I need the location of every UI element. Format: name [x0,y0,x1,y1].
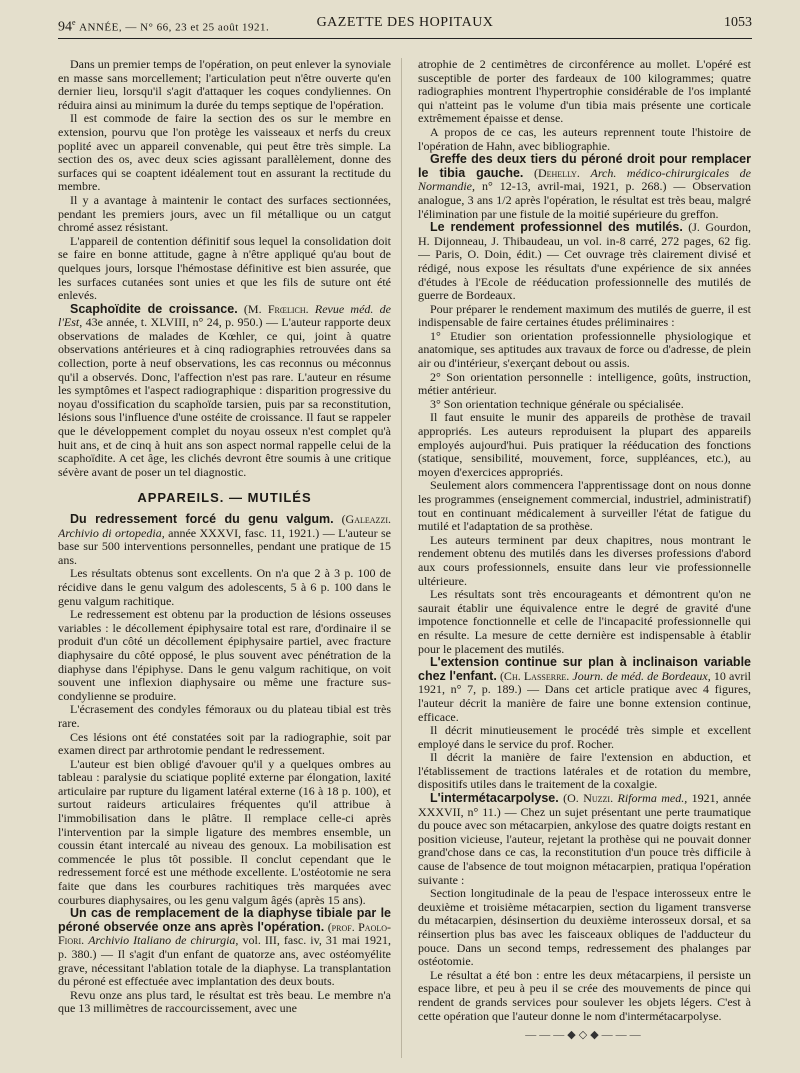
article-reference: 1921, année XXXVII, n° 11.) — [418,791,751,819]
article-extension-continue [418,656,751,724]
paragraph: Il décrit minutieusement le procédé très simple et excellent employé dans le service du prof. Rocher. [418,723,751,751]
column-divider [401,58,402,1058]
paragraph: atrophie de 2 centimètres de circonférence au mollet. L'opéré est susceptible de porter des fardeaux de 100 kilogrammes; quatre radiographies montrent l'hypertrophie considérable de l'os implanté qui n'atteint pas le volume d'un tibia mais présente une corticale extrêmement épaisse et dense. [418,58,751,126]
article-author: (Galeazzi. [341,512,391,526]
article-title: Un cas de remplacement de la diaphyse tibiale par le péroné observée onze ans après l'opération. [58,906,391,934]
article-body: Observation analogue, 3 ans 1/2 après l'opération, le résultat est très beau, malgré l'élimination par une fistule de la moitié supérieure du greffon. [418,179,751,221]
article-reference: n° 12-13, avril-mai, 1921, p. 268.) — [481,179,686,194]
paragraph: Section longitudinale de la peau de l'espace interosseux entre le deuxième et troisième métacarpien, section du ligament transverse du métacarpien, désinsertion du deuxième interosseux dorsal, et sa réinsertion plus bas avec les faisceaux obliques de l'adducteur du pouce. Dans un second temps, redressement des phalanges par ostéotomie. [418,886,751,969]
paragraph: Le redressement est obtenu par la production de lésions osseuses variables : le décollement épiphysaire total est rare, d'ordinaire il se produit d'un côté un décollement épiphysaire partiel, avec fracture diaphysaire du côté opposé, le plus souvent avec pénétration de la diaphyse dans l'épiphyse. Dans le genu valgum rachitique, on voit souvent une inflexion diaphysaire ou même une fracture sus-condylienne se produire. [58,607,391,703]
paragraph: Les résultats obtenus sont excellents. On n'a que 2 à 3 p. 100 de récidive dans le genu valgum des adolescents, 5 à 6 p. 100 dans le genu valgum rachitique. [58,566,391,608]
article-body: Chez un sujet présentant une perte traumatique du pouce avec son métacarpien, ankylose des quatre doigts restant en position vicieuse, l'auteur, rejetant la prothèse qui ne pouvait donner grand'chose dans ce cas, la reconstitution d'un pouce très difficile à cause de l'absence de tout moignon métacarpien, pratiqua l'opération suivante : [418,804,751,887]
article-journal: Arch. médico-chirurgicales de Normandie, [418,165,751,194]
article-author: (Ch. Lasserre. [499,668,570,683]
paragraph: Les résultats sont très encourageants et démontrent qu'on ne saurait établir une équivalence entre le degré de gravité d'une impotence fonctionnelle et celle de l'incapacité professionnelle qui en résulte. La mesure de cette dernière est indispensable à établir pour le placement des mutilés. [418,587,751,656]
article-reference: 43e année, t. XLVIII, n° 24, p. 950.) — [85,315,278,330]
paragraph: Il est commode de faire la section des os sur le membre en extension, pourvu que l'on protège les vaisseaux et nerfs du creux poplité avec un appareil convenable, qui peut être très simple. La section des os, avec deux scies agissant parallèlement, donne des surfaces qui se coaptent idéalement tout en assurant la rectitude du membre. [58,111,391,194]
paragraph: Il décrit la manière de faire l'extension en abduction, et l'établissement de tractions latérales et de rotation du membre, dispositifs utiles dans le traitement de la coxalgie. [418,750,751,792]
article-diaphyse-tibiale [58,907,391,989]
article-journal: Riforma med., [617,791,688,806]
paragraph: Le résultat a été bon : entre les deux métacarpiens, il persiste un espace libre, et peu à peu il se crée des mouvements de pince qui rendent de grands services pour soulever les objets légers. C'est à cette opération que l'auteur donne le nom d'intermétacarpolyse. [418,967,751,1023]
volume-suffix: e [72,18,76,27]
article-author: (O. Nuzzi. [563,791,614,806]
article-author: (prof. Paolo-Fiori. [58,919,391,948]
paragraph: Revu onze ans plus tard, le résultat est très beau. Le membre n'a que 13 millimètres de raccourcissement, avec une [58,987,391,1016]
article-title: Le rendement professionnel des mutilés. [430,220,683,235]
page-number: 1053 [724,15,752,30]
paragraph: Pour préparer le rendement maximum des mutilés de guerre, il est indispensable de faire certaines études préliminaires : [418,301,751,330]
page-header [58,12,752,34]
paragraph: Seulement alors commencera l'apprentissage dont on nous donne les programmes (enseignement commercial, industriel, administratif) tout en continuant médicalement à surveiller l'état de fatigue du mutilé et l'adaptation de sa prothèse. [418,478,751,534]
article-reference: année XXXVI, fasc. 11, 1921.) — [168,525,335,540]
article-reference: vol. III, fasc. iv, 31 mai 1921, p. 380.) — [58,933,391,961]
article-body: L'auteur se base sur 500 interventions personnelles, pendant une pratique de 15 ans. [58,525,391,567]
article-title: Du redressement forcé du genu valgum. [70,512,334,526]
paragraph: L'appareil de contention définitif sous lequel la consolidation doit se faire en bonne attitude, gagne à n'être appliqué qu'au bout de quelques jours, lorsque l'hémostase définitive est bien assurée, que les surfaces cutanées sont unies et que les fils de suture ont été enlevés. [58,233,391,303]
article-journal: Archivio Italiano de chirurgia, [88,933,239,948]
article-journal: Revue méd. de l'Est, [58,301,391,330]
article-genu-valgum [58,513,391,567]
article-body: L'auteur rapporte deux observations de malades de Kœhler, ce qui, joint à quatre observations antérieures et à cinq radiographies retrouvées dans sa collection, porte à neuf observations, les cas reconnus ou méconnus qu'il a observés. Donc, l'affection n'est pas rare. L'auteur en résume les symptômes et l'aspect radiographique : disparition progressive du noyau d'ossification du scaphoïde tarsien, puis par sa reconstitution, lésions sous l'influence d'une ostéite de croissance. Il faut se rappeler que le développement complet du noyau osseux n'est complet qu'à huit ans, et de cinq à huit ans son aspect normal rappelle celui de la scaphoïdite. A cet âge, les clichés devront être soumis à une critique sévère avant de poser un tel diagnostic. [58,315,391,479]
paragraph: A propos de ce cas, les auteurs reprennent toute l'histoire de l'opération de Hahn, avec bibliographie. [418,124,751,153]
article-rendement-mutiles [418,221,751,303]
journal-title: GAZETTE DES HOPITAUX [316,15,494,30]
article-intermetacarpolyse [418,792,751,887]
header-rule [58,38,752,39]
left-column [58,58,391,1060]
list-item: 1° Etudier son orientation professionnelle physiologique et anatomique, ses aptitudes aux travaux de force ou d'adresse, de plein air ou d'intérieur, s'exerçant debout ou assis. [418,328,751,371]
paragraph: Il faut ensuite le munir des appareils de prothèse de travail appropriés. Les auteurs reproduisent la plupart des appareils employés aujourd'hui. Puis pratiquer la rééducation des fonctions (statique, sensibilité, mouvement, force, suppléances, etc.), au moyen d'exercices appropriés. [418,410,751,479]
article-title: Greffe des deux tiers du péroné droit pour remplacer le tibia gauche. [418,152,751,180]
article-journal: Journ. de méd. de Bordeaux, [572,668,711,683]
issue-label: ANNÉE, — N° 66, 23 et 25 août 1921. [79,21,270,34]
article-scaphoidite [58,303,391,480]
article-body: Il s'agit d'un enfant de quatorze ans, avec ostéomyélite grave, nécessitant l'ablation totale de la diaphyse. La transplantation du péroné est effectuée avec implantation des deux bouts. [58,947,391,989]
article-author: (M. Frœlich. [243,301,309,316]
article-author: (Dehelly. [533,165,580,180]
paragraph: Dans un premier temps de l'opération, on peut enlever la synoviale en masse sans morcellement; l'articulation peut n'être ouverte qu'en dernier lieu, lorsqu'il s'agit d'attaquer les coques condyliennes. On réduira ainsi au minimum la durée du temps septique de l'opération. [58,58,391,112]
numbered-list [418,330,751,412]
paragraph: L'auteur est bien obligé d'avouer qu'il y a quelques ombres au tableau : paralysie du sciatique poplité externe par élongation, laxité articulaire par rupture du ligament latéral externe (16 à 18 p. 100), et surtout raideurs articulaires fréquentes qu'il attribue à l'immobilisation dans le plâtre. Il remplace celle-ci après l'intervention par la simple ligature des membres ensemble, un coussin étant intercalé au niveau des genoux. La mobilisation est commencée le plus tôt possible. Il conclut cependant que le redressement forcé est une méthode excellente. L'ostéotomie ne sera faite que dans les courbures rachitiques très marquées avec courbures diaphysaires, ou les genu valgum âgés (après 15 ans). [58,756,391,907]
section-heading: APPAREILS. — MUTILÉS [137,490,312,506]
article-body: Cet ouvrage très clairement divisé et rédigé, nous expose les résultats d'une expérience de six années d'études à l'Ecole de rééducation professionnelle des mutilés de guerre de Bordeaux. [418,247,751,303]
list-item: 2° Son orientation personnelle : intelligence, goûts, instruction, métier antérieur. [418,369,751,398]
paragraph: Ces lésions ont été constatées soit par la radiographie, soit par examen direct par arthrotomie pendant le redressement. [58,729,391,758]
article-body: Dans cet article pratique avec 4 figures, l'auteur décrit la manière de faire une bonne extension continue, efficace. [418,682,751,724]
article-title: L'extension continue sur plan à inclinaison variable chez l'enfant. [418,655,751,683]
volume-number: 94 [58,19,72,35]
article-reference: (J. Gourdon, H. Dijonneau, J. Thibaudeau, un vol. in-8 carré, 272 pages, 62 fig. — Paris, O. Doin, édit.) — [418,220,751,262]
paragraph: L'écrasement des condyles fémoraux ou du plateau tibial est très rare. [58,702,391,730]
end-ornament: ———◆◇◆——— [525,1029,644,1042]
article-title: L'intermétacarpolyse. [430,791,559,806]
paragraph: Il y a avantage à maintenir le contact des surfaces sectionnées, pendant les premiers jours, avec un fil métallique ou un catgut chromé assez résistant. [58,192,391,235]
list-item: 3° Son orientation technique générale ou spécialisée. [430,396,684,411]
article-journal: Archivio di ortopedia, [58,525,165,540]
paragraph: Les auteurs terminent par deux chapitres, nous montrant le rendement obtenu des mutilés dans les diverses professions d'abord aux cours professionnels, ensuite dans leur vie professionnelle ultérieure. [418,532,751,588]
right-column [418,58,751,1060]
article-greffe-perone [418,153,751,221]
article-reference: 10 avril 1921, n° 7, p. 189.) — [418,668,751,697]
article-title: Scaphoïdite de croissance. [70,301,238,316]
